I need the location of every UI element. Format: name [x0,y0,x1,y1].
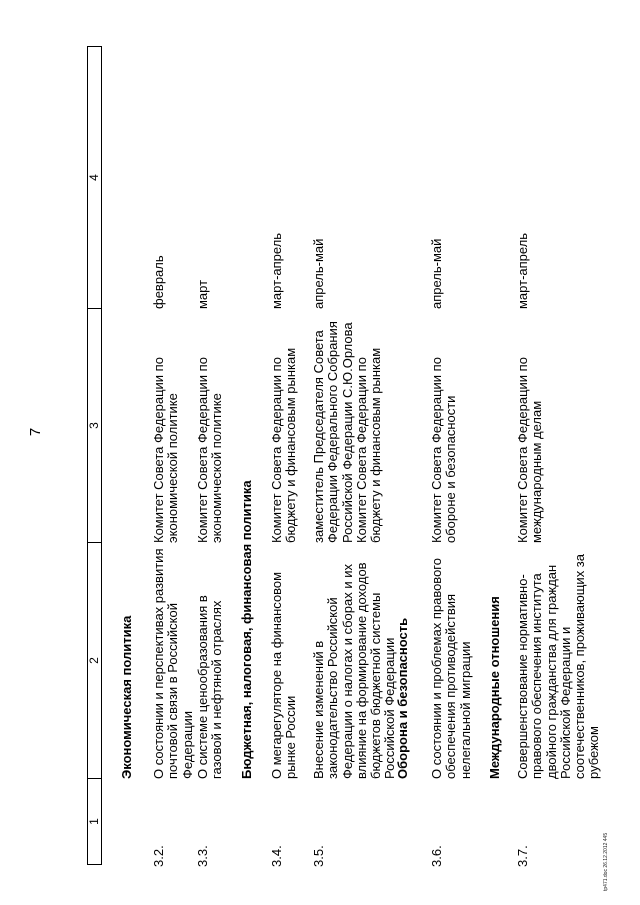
row-responsible: Комитет Совета Федерации по международным делам [515,357,545,543]
column-header-2: 2 [88,543,102,779]
page-number: 7 [27,427,44,437]
section-title: Оборона и безопасность [395,617,410,779]
row-number: 3.5. [311,845,326,867]
row-number: 3.3. [195,845,210,867]
row-date: март-апрель [269,232,284,309]
row-topic: Внесение изменений в законодательство Российской Федерации о налогах и сборах и их влияние на формирование доходов бюджетов бюджетной системы Российской Федерации [311,562,398,779]
row-responsible: Комитет Совета Федерации по бюджету и финансовым рынкам [269,347,299,543]
section-title: Экономическая политика [119,615,134,779]
file-footer: tp471.doc 26.12.2012 445 [603,832,609,891]
row-responsible: Комитет Совета Федерации по обороне и безопасности [429,357,459,543]
row-number: 3.4. [269,845,284,867]
row-responsible: Комитет Совета Федерации по экономической политике [195,357,225,543]
row-topic: Совершенствование нормативно-правового обеспечения института двойного гражданства для граждан Российской Федерации и соотечественников, проживающих за рубежом [515,554,602,779]
row-topic: О мегарегуляторе на финансовом рынке России [269,571,299,779]
section-title: Бюджетная, налоговая, финансовая политика [239,480,254,779]
row-number: 3.6. [429,845,444,867]
section-title: Международные отношения [487,596,502,779]
row-date: апрель-май [429,238,444,309]
row-responsible: заместитель Председателя Совета Федерации Федерального Собрания Российской Федерации С.Ю.Орлова Комитет Совета Федерации по бюджету и финансовым рынкам [311,321,384,543]
row-date: февраль [151,255,166,309]
column-header-3: 3 [88,309,102,543]
row-topic: О состоянии и проблемах правового обеспечения противодействия нелегальной миграции [429,558,473,779]
row-date: март-апрель [515,232,530,309]
row-topic: О системе ценообразования в газовой и нефтяной отраслях [195,595,225,779]
row-date: март [195,279,210,309]
column-header-table [87,46,102,865]
row-number: 3.7. [515,845,530,867]
column-header-1: 1 [88,779,102,865]
row-date: апрель-май [311,238,326,309]
row-number: 3.2. [151,845,166,867]
row-topic: О состоянии и перспективах развития почтовой связи в Российской Федерации [151,548,195,779]
column-header-4: 4 [88,47,102,309]
row-responsible: Комитет Совета Федерации по экономической политике [151,357,181,543]
